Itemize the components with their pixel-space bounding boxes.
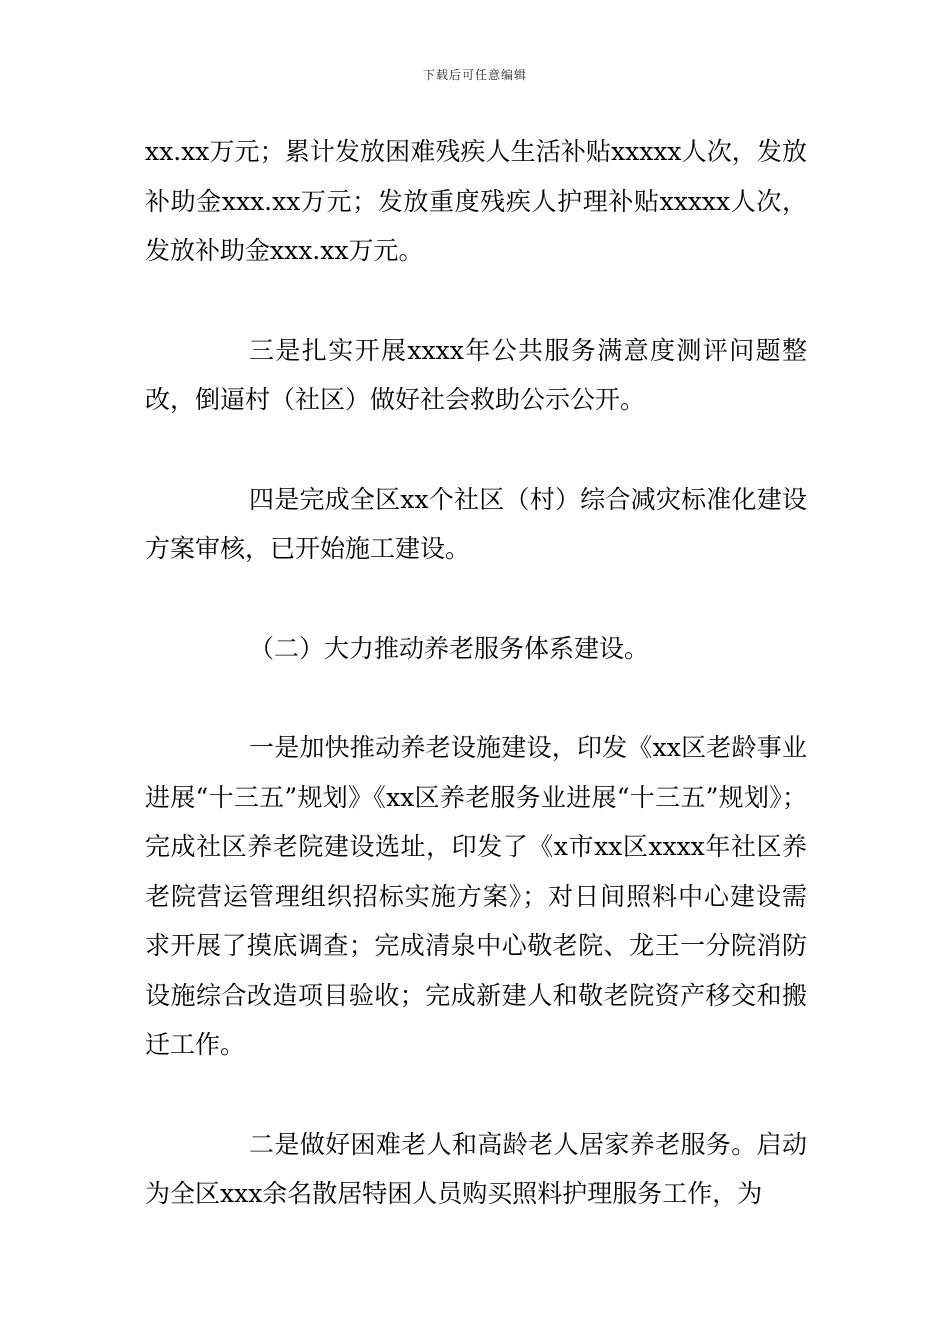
paragraph-subsidy-continuation: xx.xx万元；累计发放困难残疾人生活补贴xxxxx人次，发放补助金xxx.xx万元；发放重度残疾人护理补贴xxxxx人次，发放补助金xxx.xx万元。 xyxy=(145,137,807,265)
document-body xyxy=(145,127,807,1269)
page-header: 下载后可任意编辑 xyxy=(422,68,527,82)
paragraph-home-care: 二是做好困难老人和高龄老人居家养老服务。启动为全区xxx余名散居特困人员购买照料护理服务工作，为 xyxy=(145,1129,807,1208)
paragraph-item-four: 四是完成全区xx个社区（村）综合减灾标准化建设方案审核，已开始施工建设。 xyxy=(145,484,807,563)
paragraph-elderly-facilities: 一是加快推动养老设施建设，印发《xx区老龄事业进展“十三五”规划》《xx区养老服务业进展“十三五”规划》；完成社区养老院建设选址，印发了《x市xx区xxxx年社区养老院营运管理组织招标实施方案》；对日间照料中心建设需求开展了摸底调查；完成清泉中心敬老院、龙王一分院消防设施综合改造项目验收；完成新建人和敬老院资产移交和搬迁工作。 xyxy=(145,733,807,1059)
section-heading-elderly-care: （二）大力推动养老服务体系建设。 xyxy=(249,633,650,663)
paragraph-item-three: 三是扎实开展xxxx年公共服务满意度测评问题整改，倒逼村（社区）做好社会救助公示公开。 xyxy=(145,335,807,414)
